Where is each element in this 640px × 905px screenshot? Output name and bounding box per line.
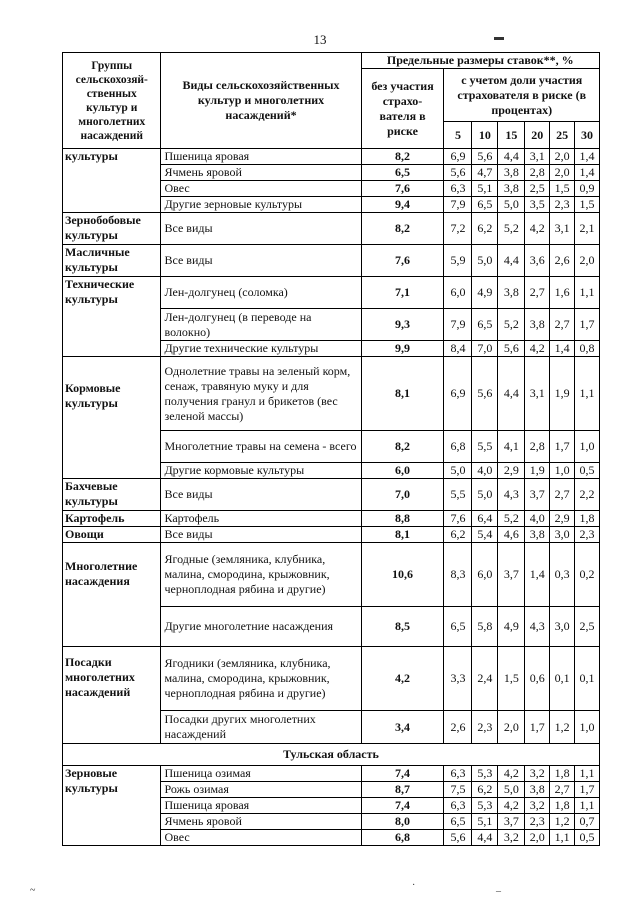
rate-cell: 4,3 [498, 479, 525, 511]
rate-cell: 2,2 [575, 479, 600, 511]
scan-mark: · [412, 880, 416, 891]
rate-cell: 5,5 [472, 431, 498, 463]
rate-cell: 1,2 [550, 814, 575, 830]
rate-cell: 1,1 [575, 798, 600, 814]
group-cell: Зернобобовые культуры [63, 213, 161, 245]
kind-cell: Лен-долгунец (соломка) [161, 277, 361, 309]
rate-cell: 1,5 [575, 197, 600, 213]
base-rate: 9,3 [361, 309, 444, 341]
rate-cell: 2,3 [525, 814, 550, 830]
rate-cell: 6,5 [444, 814, 472, 830]
base-rate: 7,4 [361, 766, 444, 782]
kind-cell: Овес [161, 181, 361, 197]
base-rate: 9,4 [361, 197, 444, 213]
rate-cell: 2,9 [498, 463, 525, 479]
rate-cell: 2,4 [472, 647, 498, 711]
base-rate: 8,2 [361, 431, 444, 463]
kind-cell: Посадки других многолетних насаждений [161, 711, 361, 744]
base-rate: 9,9 [361, 341, 444, 357]
rate-cell: 1,0 [550, 463, 575, 479]
group-cell: Масличные культуры [63, 245, 161, 277]
rate-cell: 7,2 [444, 213, 472, 245]
rate-cell: 5,0 [444, 463, 472, 479]
rate-cell: 2,3 [575, 527, 600, 543]
table-row [63, 511, 600, 527]
rate-cell: 3,8 [525, 309, 550, 341]
kind-cell: Однолетние травы на зеленый корм, сенаж, травяную муку и для получения гранул и брикетов (вес зеленой массы) [161, 357, 361, 431]
kind-cell: Все виды [161, 479, 361, 511]
rate-cell: 2,8 [525, 431, 550, 463]
rate-cell: 3,0 [550, 607, 575, 647]
table-row [63, 527, 600, 543]
group-cell: Зерновые культуры [63, 766, 161, 846]
rate-cell: 2,0 [550, 149, 575, 165]
rate-cell: 4,0 [472, 463, 498, 479]
group-cell: Посадки многолетних насаждений [63, 647, 161, 744]
kind-cell: Ячмень яровой [161, 814, 361, 830]
base-rate: 6,8 [361, 830, 444, 846]
rate-cell: 1,1 [575, 357, 600, 431]
rate-cell: 5,5 [444, 479, 472, 511]
rate-cell: 4,1 [498, 431, 525, 463]
rate-cell: 5,0 [498, 782, 525, 798]
rate-cell: 3,8 [525, 527, 550, 543]
base-rate: 7,6 [361, 181, 444, 197]
rate-cell: 0,6 [525, 647, 550, 711]
group-cell: культуры [63, 149, 161, 213]
rate-cell: 1,5 [550, 181, 575, 197]
table-row [63, 149, 600, 165]
rate-cell: 5,1 [472, 181, 498, 197]
rate-cell: 1,9 [525, 463, 550, 479]
rate-cell: 3,6 [525, 245, 550, 277]
group-cell: Картофель [63, 511, 161, 527]
kind-cell: Картофель [161, 511, 361, 527]
table-row [63, 479, 600, 511]
rate-cell: 6,2 [444, 527, 472, 543]
rate-cell: 5,0 [472, 245, 498, 277]
rate-cell: 2,1 [575, 213, 600, 245]
rate-cell: 2,0 [550, 165, 575, 181]
rate-cell: 0,5 [575, 830, 600, 846]
rate-cell: 1,7 [575, 782, 600, 798]
rate-cell: 2,0 [498, 711, 525, 744]
rate-cell: 3,8 [498, 181, 525, 197]
rate-cell: 1,1 [550, 830, 575, 846]
rate-cell: 1,0 [575, 711, 600, 744]
rate-cell: 3,1 [525, 357, 550, 431]
rate-cell: 7,9 [444, 309, 472, 341]
rate-cell: 4,4 [498, 149, 525, 165]
base-rate: 6,5 [361, 165, 444, 181]
rate-cell: 3,2 [525, 798, 550, 814]
rate-cell: 5,6 [472, 149, 498, 165]
rate-cell: 0,3 [550, 543, 575, 607]
rate-cell: 2,5 [575, 607, 600, 647]
kind-cell: Пшеница яровая [161, 798, 361, 814]
rate-cell: 2,3 [472, 711, 498, 744]
kind-cell: Многолетние травы на семена - всего [161, 431, 361, 463]
share-5: 5 [444, 122, 472, 149]
base-rate: 8,1 [361, 527, 444, 543]
kind-cell: Другие зерновые культуры [161, 197, 361, 213]
base-rate: 7,4 [361, 798, 444, 814]
rate-cell: 2,6 [550, 245, 575, 277]
base-rate: 8,8 [361, 511, 444, 527]
rate-cell: 2,5 [525, 181, 550, 197]
group-cell: Технические культуры [63, 277, 161, 357]
insurance-rates-table [62, 52, 600, 846]
rate-cell: 4,4 [472, 830, 498, 846]
header-group: Группы сельскохозяй-ственных культур и многолетних насаждений [63, 53, 161, 149]
rate-cell: 3,1 [525, 149, 550, 165]
rate-cell: 4,7 [472, 165, 498, 181]
base-rate: 8,2 [361, 213, 444, 245]
rate-cell: 0,8 [575, 341, 600, 357]
share-10: 10 [472, 122, 498, 149]
kind-cell: Другие многолетние насаждения [161, 607, 361, 647]
header-limits: Предельные размеры ставок**, % [361, 53, 599, 69]
rate-cell: 6,9 [444, 357, 472, 431]
base-rate: 8,0 [361, 814, 444, 830]
rate-cell: 2,0 [525, 830, 550, 846]
rate-cell: 5,2 [498, 213, 525, 245]
rate-cell: 2,0 [575, 245, 600, 277]
table-row [63, 245, 600, 277]
rate-cell: 1,8 [550, 766, 575, 782]
rate-cell: 1,8 [550, 798, 575, 814]
rate-cell: 0,7 [575, 814, 600, 830]
group-cell: Овощи [63, 527, 161, 543]
share-15: 15 [498, 122, 525, 149]
rate-cell: 3,1 [550, 213, 575, 245]
rate-cell: 7,9 [444, 197, 472, 213]
rate-cell: 4,2 [525, 341, 550, 357]
rate-cell: 5,4 [472, 527, 498, 543]
rate-cell: 2,7 [550, 782, 575, 798]
table-row [63, 766, 600, 782]
scan-mark: ~ [30, 885, 36, 896]
rate-cell: 5,6 [472, 357, 498, 431]
rate-cell: 0,2 [575, 543, 600, 607]
base-rate: 10,6 [361, 543, 444, 607]
rate-cell: 4,2 [498, 798, 525, 814]
rate-cell: 6,8 [444, 431, 472, 463]
kind-cell: Ячмень яровой [161, 165, 361, 181]
kind-cell: Пшеница озимая [161, 766, 361, 782]
rate-cell: 1,1 [575, 277, 600, 309]
rate-cell: 5,6 [444, 830, 472, 846]
rate-cell: 1,0 [575, 431, 600, 463]
rate-cell: 4,0 [525, 511, 550, 527]
rate-cell: 5,1 [472, 814, 498, 830]
base-rate: 8,2 [361, 149, 444, 165]
rate-cell: 0,1 [575, 647, 600, 711]
rate-cell: 3,8 [498, 277, 525, 309]
base-rate: 8,5 [361, 607, 444, 647]
kind-cell: Все виды [161, 527, 361, 543]
rate-cell: 3,2 [498, 830, 525, 846]
rate-cell: 3,7 [498, 543, 525, 607]
base-rate: 6,0 [361, 463, 444, 479]
header-kind: Виды сельскохозяйственных культур и многолетних насаждений* [161, 53, 361, 149]
page-number: 13 [313, 32, 327, 47]
rate-cell: 5,2 [498, 309, 525, 341]
kind-cell: Пшеница яровая [161, 149, 361, 165]
rate-cell: 1,4 [525, 543, 550, 607]
rate-cell: 1,2 [550, 711, 575, 744]
base-rate: 3,4 [361, 711, 444, 744]
rate-cell: 6,2 [472, 213, 498, 245]
rate-cell: 6,3 [444, 766, 472, 782]
rate-cell: 4,9 [472, 277, 498, 309]
rate-cell: 0,5 [575, 463, 600, 479]
share-25: 25 [550, 122, 575, 149]
rate-cell: 5,9 [444, 245, 472, 277]
rate-cell: 4,4 [498, 245, 525, 277]
scan-mark: – [496, 886, 501, 897]
rate-cell: 5,0 [472, 479, 498, 511]
rate-cell: 5,3 [472, 798, 498, 814]
rate-cell: 4,3 [525, 607, 550, 647]
base-rate: 7,1 [361, 277, 444, 309]
base-rate: 7,0 [361, 479, 444, 511]
rate-cell: 6,5 [444, 607, 472, 647]
base-rate: 4,2 [361, 647, 444, 711]
kind-cell: Лен-долгунец (в переводе на волокно) [161, 309, 361, 341]
kind-cell: Другие кормовые культуры [161, 463, 361, 479]
share-30: 30 [575, 122, 600, 149]
rate-cell: 3,7 [498, 814, 525, 830]
rate-cell: 5,6 [444, 165, 472, 181]
rate-cell: 1,7 [550, 431, 575, 463]
rate-cell: 1,9 [550, 357, 575, 431]
scan-mark: ▬ [494, 32, 504, 43]
region-row [63, 744, 600, 766]
rate-cell: 3,5 [525, 197, 550, 213]
rate-cell: 5,8 [472, 607, 498, 647]
group-cell: Бахчевые культуры [63, 479, 161, 511]
rate-cell: 3,8 [498, 165, 525, 181]
rate-cell: 1,4 [575, 165, 600, 181]
base-rate: 8,7 [361, 782, 444, 798]
kind-cell: Рожь озимая [161, 782, 361, 798]
header-with-share: с учетом доли участия страхователя в риске (в процентах) [444, 69, 600, 122]
header-no-share: без участия страхо-вателя в риске [361, 69, 444, 149]
rate-cell: 6,9 [444, 149, 472, 165]
table-row [63, 647, 600, 711]
rate-cell: 1,4 [550, 341, 575, 357]
kind-cell: Ягодные (земляника, клубника, малина, смородина, крыжовник, черноплодная рябина и другие) [161, 543, 361, 607]
kind-cell: Все виды [161, 213, 361, 245]
group-cell: Кормовые культуры [63, 357, 161, 479]
rate-cell: 6,0 [472, 543, 498, 607]
rate-cell: 4,6 [498, 527, 525, 543]
share-20: 20 [525, 122, 550, 149]
rate-cell: 1,5 [498, 647, 525, 711]
rate-cell: 6,3 [444, 798, 472, 814]
rate-cell: 2,7 [550, 309, 575, 341]
rate-cell: 2,3 [550, 197, 575, 213]
rate-cell: 2,9 [550, 511, 575, 527]
table-row [63, 277, 600, 309]
rate-cell: 1,4 [575, 149, 600, 165]
kind-cell: Все виды [161, 245, 361, 277]
rate-cell: 3,8 [525, 782, 550, 798]
table-row [63, 213, 600, 245]
rate-cell: 6,5 [472, 197, 498, 213]
rate-cell: 5,3 [472, 766, 498, 782]
rate-cell: 2,6 [444, 711, 472, 744]
rate-cell: 5,0 [498, 197, 525, 213]
rate-cell: 5,2 [498, 511, 525, 527]
rate-cell: 6,4 [472, 511, 498, 527]
kind-cell: Овес [161, 830, 361, 846]
rate-cell: 2,7 [550, 479, 575, 511]
rate-cell: 3,2 [525, 766, 550, 782]
rate-cell: 0,1 [550, 647, 575, 711]
rate-cell: 7,0 [472, 341, 498, 357]
rate-cell: 1,7 [525, 711, 550, 744]
kind-cell: Другие технические культуры [161, 341, 361, 357]
rate-cell: 4,2 [525, 213, 550, 245]
rate-cell: 4,2 [498, 766, 525, 782]
rate-cell: 6,2 [472, 782, 498, 798]
rate-cell: 4,4 [498, 357, 525, 431]
rate-cell: 8,4 [444, 341, 472, 357]
rate-cell: 5,6 [498, 341, 525, 357]
rate-cell: 0,9 [575, 181, 600, 197]
rate-cell: 7,6 [444, 511, 472, 527]
table-row [63, 543, 600, 607]
base-rate: 8,1 [361, 357, 444, 431]
rate-cell: 7,5 [444, 782, 472, 798]
rate-cell: 1,6 [550, 277, 575, 309]
group-cell: Многолетние насаждения [63, 543, 161, 647]
rate-cell: 3,3 [444, 647, 472, 711]
rate-cell: 3,0 [550, 527, 575, 543]
rate-cell: 8,3 [444, 543, 472, 607]
rate-cell: 1,1 [575, 766, 600, 782]
kind-cell: Ягодники (земляника, клубника, малина, смородина, крыжовник, черноплодная рябина и другие) [161, 647, 361, 711]
region-title: Тульская область [63, 744, 600, 766]
rate-cell: 3,7 [525, 479, 550, 511]
rate-cell: 1,7 [575, 309, 600, 341]
rate-cell: 6,0 [444, 277, 472, 309]
rate-cell: 6,5 [472, 309, 498, 341]
base-rate: 7,6 [361, 245, 444, 277]
rate-cell: 2,7 [525, 277, 550, 309]
rate-cell: 2,8 [525, 165, 550, 181]
rate-cell: 4,9 [498, 607, 525, 647]
rate-cell: 6,3 [444, 181, 472, 197]
rate-cell: 1,8 [575, 511, 600, 527]
table-row [63, 357, 600, 431]
